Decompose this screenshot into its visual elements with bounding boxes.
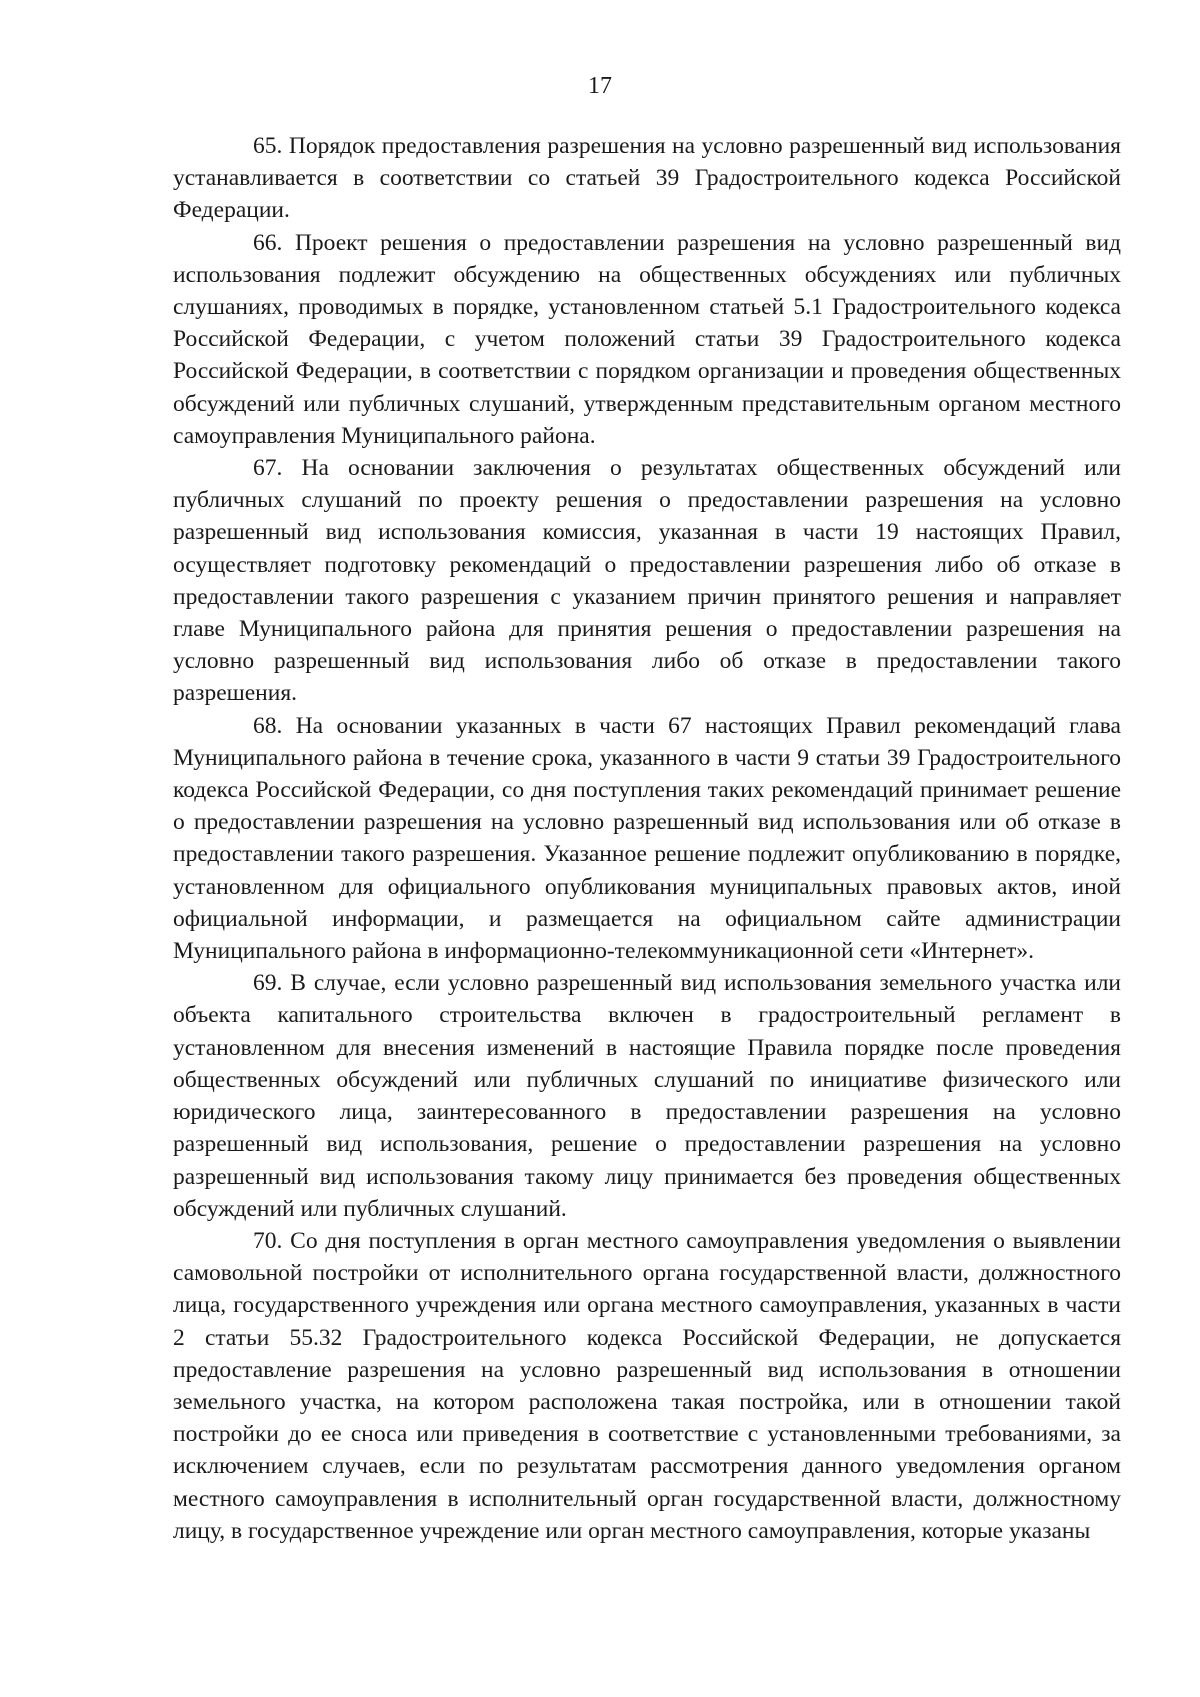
document-body — [173, 130, 1121, 1547]
paragraph-67: 67. На основании заключения о результатах общественных обсуждений или публичных слушаний по проекту решения о предоставлении разрешения на условно разрешенный вид использования комиссия, указанная в части 19 настоящих Правил, осуществляет подготовку рекомендаций о предоставлении разрешения либо об отказе в предоставлении такого разрешения с указанием причин принятого решения и направляет главе Муниципального района для принятия решения о предоставлении разрешения на условно разрешенный вид использования либо об отказе в предоставлении такого разрешения. — [173, 455, 1121, 707]
paragraph-68: 68. На основании указанных в части 67 настоящих Правил рекомендаций глава Муниципального района в течение срока, указанного в части 9 статьи 39 Градостроительного кодекса Российской Федерации, со дня поступления таких рекомендаций принимает решение о предоставлении разрешения на условно разрешенный вид использования или об отказе в предоставлении такого разрешения. Указанное решение подлежит опубликованию в порядке, установленном для официального опубликования муниципальных правовых актов, иной официальной информации, и размещается на официальном сайте администрации Муниципального района в информационно-телекоммуникационной сети «Интернет». — [173, 712, 1121, 965]
paragraph-65: 65. Порядок предоставления разрешения на условно разрешенный вид использования устанавливается в соответствии со статьей 39 Градостроительного кодекса Российской Федерации. — [173, 133, 1121, 224]
page-number: 17 — [588, 73, 612, 99]
paragraph-69: 69. В случае, если условно разрешенный вид использования земельного участка или объекта капитального строительства включен в градостроительный регламент в установленном для внесения изменений в настоящие Правила порядке после проведения общественных обсуждений или публичных слушаний по инициативе физического или юридического лица, заинтересованного в предоставлении разрешения на условно разрешенный вид использования, решение о предоставлении разрешения на условно разрешенный вид использования такому лицу принимается без проведения общественных обсуждений или публичных слушаний. — [173, 970, 1121, 1222]
paragraph-70: 70. Со дня поступления в орган местного самоуправления уведомления о выявлении самовольной постройки от исполнительного органа государственной власти, должностного лица, государственного учреждения или органа местного самоуправления, указанных в части 2 статьи 55.32 Градостроительного кодекса Российской Федерации, не допускается предоставление разрешения на условно разрешенный вид использования в отношении земельного участка, на котором расположена такая постройка, или в отношении такой постройки до ее сноса или приведения в соответствие с установленными требованиями, за исключением случаев, если по результатам рассмотрения данного уведомления органом местного самоуправления в исполнительный орган государственной власти, должностному лицу, в государственное учреждение или орган местного самоуправления, которые указаны — [173, 1227, 1121, 1544]
paragraph-66: 66. Проект решения о предоставлении разрешения на условно разрешенный вид использования подлежит обсуждению на общественных обсуждениях или публичных слушаниях, проводимых в порядке, установленном статьей 5.1 Градостроительного кодекса Российской Федерации, с учетом положений статьи 39 Градостроительного кодекса Российской Федерации, в соответствии с порядком организации и проведения общественных обсуждений или публичных слушаний, утвержденным представительным органом местного самоуправления Муниципального района. — [173, 229, 1121, 449]
